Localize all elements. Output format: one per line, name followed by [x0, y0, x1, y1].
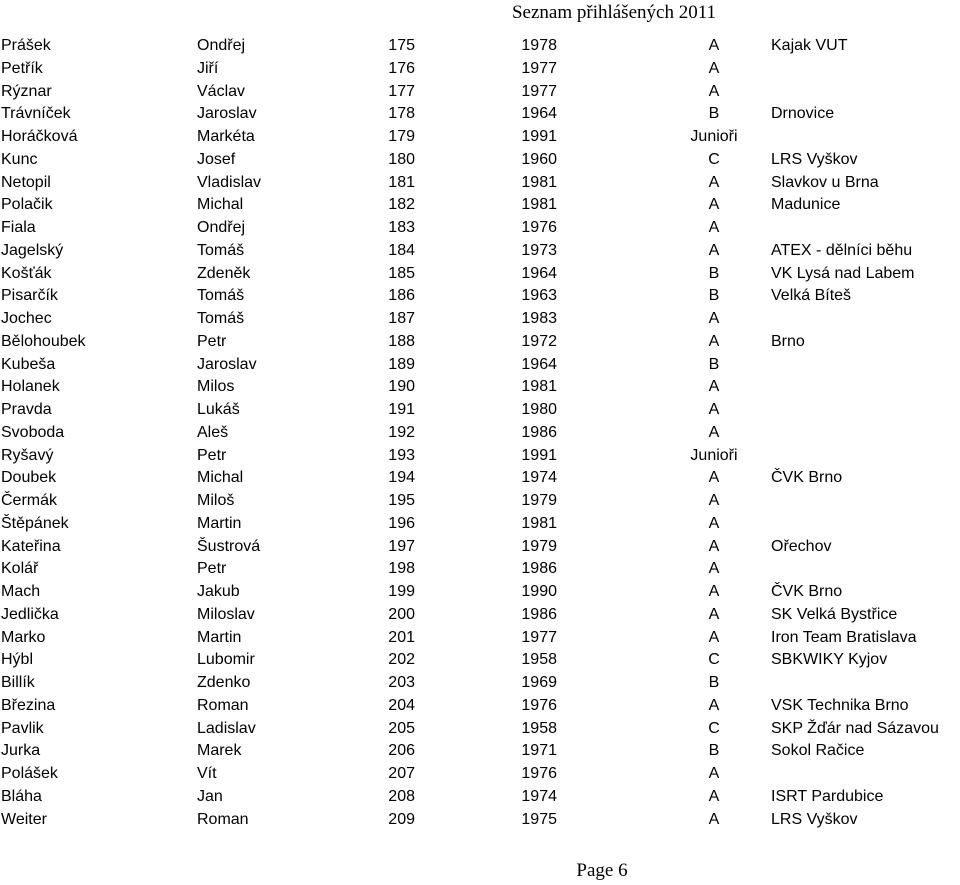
club-cell: ATEX - dělníci běhu: [771, 241, 913, 259]
first-name-cell: Michal: [197, 196, 244, 214]
category-cell: A: [708, 378, 720, 396]
start-number-cell: 184: [388, 241, 415, 259]
start-number-cell: 209: [388, 810, 415, 828]
last-name-cell: Kolář: [1, 560, 39, 578]
table-row: [0, 695, 960, 718]
last-name-cell: Marko: [1, 628, 46, 646]
category-cell: A: [708, 423, 720, 441]
table-row: [0, 604, 960, 627]
registrant-table: [0, 35, 960, 831]
last-name-cell: Rýznar: [1, 82, 52, 100]
last-name-cell: Kateřina: [1, 537, 61, 555]
start-number-cell: 188: [388, 332, 415, 350]
category-cell: A: [708, 787, 720, 805]
table-row: [0, 285, 960, 308]
registrant-table-container: [0, 35, 960, 831]
start-number-cell: 176: [388, 59, 415, 77]
last-name-cell: Horáčková: [1, 128, 78, 145]
first-name-cell: Ladislav: [197, 719, 256, 737]
category-cell: A: [708, 173, 720, 191]
last-name-cell: Jedlička: [1, 605, 59, 623]
category-cell: A: [708, 37, 720, 54]
first-name-cell: Tomáš: [197, 310, 245, 327]
start-number-cell: 177: [388, 82, 415, 100]
table-row: [0, 490, 960, 513]
last-name-cell: Čermák: [1, 492, 58, 509]
birth-year-cell: 1986: [521, 560, 557, 578]
category-cell: A: [708, 605, 720, 623]
table-row: [0, 263, 960, 286]
table-row: [0, 513, 960, 536]
table-row: [0, 126, 960, 149]
first-name-cell: Lukáš: [197, 401, 240, 418]
first-name-cell: Petr: [197, 560, 227, 578]
club-cell: [771, 490, 960, 513]
table-row: [0, 81, 960, 104]
first-name-cell: Miloš: [197, 492, 235, 509]
first-name-cell: Petr: [197, 446, 227, 464]
first-name-cell: Martin: [197, 514, 242, 532]
category-cell: A: [708, 492, 720, 509]
category-cell: B: [708, 264, 720, 282]
last-name-cell: Billík: [1, 674, 35, 691]
club-cell: Iron Team Bratislava: [771, 628, 917, 646]
last-name-cell: Mach: [1, 583, 41, 600]
category-cell: C: [708, 651, 720, 669]
first-name-cell: Miloslav: [197, 605, 255, 623]
category-cell: B: [708, 355, 720, 373]
start-number-cell: 183: [388, 219, 415, 236]
last-name-cell: Prášek: [1, 37, 51, 54]
last-name-cell: Kunc: [1, 150, 38, 168]
table-row: [0, 718, 960, 741]
start-number-cell: 197: [388, 537, 415, 555]
birth-year-cell: 1964: [521, 105, 557, 123]
last-name-cell: Jochec: [1, 310, 52, 327]
start-number-cell: 208: [388, 787, 415, 805]
start-number-cell: 195: [388, 492, 415, 509]
club-cell: [771, 513, 960, 536]
first-name-cell: Aleš: [197, 423, 229, 441]
birth-year-cell: 1958: [521, 719, 557, 737]
birth-year-cell: 1991: [521, 128, 557, 145]
birth-year-cell: 1969: [521, 674, 557, 691]
club-cell: [771, 58, 960, 81]
category-cell: A: [708, 219, 720, 236]
category-cell: C: [708, 719, 720, 737]
first-name-cell: Jiří: [197, 59, 219, 77]
category-cell: A: [708, 401, 720, 418]
last-name-cell: Pisarčík: [1, 287, 58, 305]
start-number-cell: 205: [388, 719, 415, 737]
first-name-cell: Zdeněk: [197, 264, 251, 282]
birth-year-cell: 1974: [521, 469, 557, 487]
start-number-cell: 187: [388, 310, 415, 327]
page-number: Page 6: [576, 860, 628, 881]
start-number-cell: 192: [388, 423, 415, 441]
start-number-cell: 179: [388, 128, 415, 145]
club-cell: SK Velká Bystřice: [771, 605, 898, 623]
last-name-cell: Štěpánek: [1, 514, 69, 532]
table-row: [0, 558, 960, 581]
club-cell: [771, 354, 960, 377]
first-name-cell: Ondřej: [197, 219, 246, 236]
club-cell: [771, 81, 960, 104]
first-name-cell: Petr: [197, 332, 227, 350]
first-name-cell: Josef: [197, 150, 236, 168]
category-cell: B: [708, 105, 720, 123]
table-row: [0, 422, 960, 445]
first-name-cell: Roman: [197, 696, 249, 714]
birth-year-cell: 1981: [521, 173, 557, 191]
first-name-cell: Zdenko: [197, 674, 251, 691]
birth-year-cell: 1977: [521, 82, 557, 100]
club-cell: [771, 376, 960, 399]
birth-year-cell: 1978: [521, 37, 557, 54]
birth-year-cell: 1990: [521, 583, 557, 600]
start-number-cell: 185: [388, 264, 415, 282]
club-cell: Brno: [771, 332, 805, 350]
first-name-cell: Jaroslav: [197, 105, 257, 123]
page-title: Seznam přihlášených 2011: [511, 2, 716, 23]
club-cell: [771, 399, 960, 422]
birth-year-cell: 1975: [521, 810, 557, 828]
club-cell: Ořechov: [771, 537, 832, 555]
club-cell: SBKWIKY Kyjov: [771, 651, 888, 669]
category-cell: A: [708, 696, 720, 714]
club-cell: LRS Vyškov: [771, 810, 858, 828]
table-row: [0, 399, 960, 422]
birth-year-cell: 1979: [521, 492, 557, 509]
first-name-cell: Markéta: [197, 128, 255, 145]
club-cell: Kajak VUT: [771, 37, 848, 54]
last-name-cell: Weiter: [1, 810, 47, 828]
table-row: [0, 649, 960, 672]
club-cell: Sokol Račice: [771, 742, 865, 760]
start-number-cell: 191: [388, 401, 415, 418]
category-cell: A: [708, 628, 720, 646]
club-cell: SKP Žďár nad Sázavou: [771, 719, 939, 737]
start-number-cell: 202: [388, 651, 415, 669]
table-row: [0, 763, 960, 786]
table-row: [0, 58, 960, 81]
first-name-cell: Roman: [197, 810, 249, 828]
first-name-cell: Václav: [197, 82, 246, 100]
first-name-cell: Marek: [197, 742, 242, 760]
table-row: [0, 149, 960, 172]
first-name-cell: Lubomir: [197, 651, 255, 669]
category-cell: A: [708, 310, 720, 327]
table-row: [0, 308, 960, 331]
last-name-cell: Netopil: [1, 173, 51, 191]
category-cell: Junioři: [690, 128, 738, 145]
last-name-cell: Doubek: [1, 469, 57, 487]
category-cell: A: [708, 560, 720, 578]
category-cell: A: [708, 59, 720, 77]
table-row: [0, 581, 960, 604]
birth-year-cell: 1976: [521, 219, 557, 236]
first-name-cell: Vladislav: [197, 173, 262, 191]
last-name-cell: Trávníček: [1, 105, 71, 123]
first-name-cell: Jan: [197, 787, 223, 805]
category-cell: B: [708, 742, 720, 760]
category-cell: A: [708, 196, 720, 214]
start-number-cell: 207: [388, 765, 415, 782]
birth-year-cell: 1973: [521, 241, 557, 259]
first-name-cell: Vít: [197, 765, 217, 782]
last-name-cell: Jurka: [1, 742, 41, 760]
table-row: [0, 240, 960, 263]
last-name-cell: Březina: [1, 696, 56, 714]
last-name-cell: Bělohoubek: [1, 332, 86, 350]
start-number-cell: 206: [388, 742, 415, 760]
club-cell: VSK Technika Brno: [771, 696, 909, 714]
start-number-cell: 193: [388, 446, 415, 464]
birth-year-cell: 1976: [521, 765, 557, 782]
start-number-cell: 204: [388, 696, 415, 714]
category-cell: B: [708, 287, 720, 305]
birth-year-cell: 1974: [521, 787, 557, 805]
table-row: [0, 376, 960, 399]
category-cell: Junioři: [690, 446, 738, 464]
birth-year-cell: 1977: [521, 628, 557, 646]
club-cell: Slavkov u Brna: [771, 173, 879, 191]
table-row: [0, 35, 960, 58]
last-name-cell: Polačik: [1, 196, 53, 214]
start-number-cell: 189: [388, 355, 415, 373]
club-cell: Velká Bíteš: [771, 287, 852, 305]
club-cell: LRS Vyškov: [771, 150, 858, 168]
first-name-cell: Tomáš: [197, 241, 245, 259]
birth-year-cell: 1981: [521, 514, 557, 532]
start-number-cell: 190: [388, 378, 415, 396]
birth-year-cell: 1986: [521, 423, 557, 441]
club-cell: [771, 422, 960, 445]
club-cell: [771, 217, 960, 240]
club-cell: ČVK Brno: [771, 583, 843, 600]
table-row: [0, 672, 960, 695]
first-name-cell: Tomáš: [197, 287, 245, 305]
birth-year-cell: 1981: [521, 378, 557, 396]
category-cell: B: [708, 674, 720, 691]
birth-year-cell: 1977: [521, 59, 557, 77]
first-name-cell: Šustrová: [197, 537, 261, 555]
category-cell: A: [708, 469, 720, 487]
start-number-cell: 178: [388, 105, 415, 123]
table-row: [0, 467, 960, 490]
start-number-cell: 203: [388, 674, 415, 691]
category-cell: A: [708, 514, 720, 532]
category-cell: A: [708, 82, 720, 100]
club-cell: [771, 308, 960, 331]
category-cell: A: [708, 810, 720, 828]
last-name-cell: Holanek: [1, 378, 60, 396]
table-row: [0, 809, 960, 832]
club-cell: ISRT Pardubice: [771, 787, 884, 805]
last-name-cell: Hýbl: [1, 651, 34, 669]
birth-year-cell: 1972: [521, 332, 557, 350]
birth-year-cell: 1983: [521, 310, 557, 327]
birth-year-cell: 1964: [521, 355, 557, 373]
start-number-cell: 199: [388, 583, 415, 600]
last-name-cell: Petřík: [1, 59, 43, 77]
table-row: [0, 536, 960, 559]
table-row: [0, 331, 960, 354]
first-name-cell: Jakub: [197, 583, 240, 600]
first-name-cell: Milos: [197, 378, 235, 396]
first-name-cell: Michal: [197, 469, 244, 487]
table-row: [0, 194, 960, 217]
birth-year-cell: 1980: [521, 401, 557, 418]
category-cell: A: [708, 583, 720, 600]
table-row: [0, 217, 960, 240]
start-number-cell: 175: [388, 37, 415, 54]
birth-year-cell: 1986: [521, 605, 557, 623]
last-name-cell: Svoboda: [1, 423, 65, 441]
club-cell: Drnovice: [771, 105, 835, 123]
start-number-cell: 181: [388, 173, 415, 191]
category-cell: A: [708, 332, 720, 350]
first-name-cell: Martin: [197, 628, 242, 646]
birth-year-cell: 1958: [521, 651, 557, 669]
birth-year-cell: 1960: [521, 150, 557, 168]
start-number-cell: 180: [388, 150, 415, 168]
last-name-cell: Pravda: [1, 401, 52, 418]
last-name-cell: Fiala: [1, 219, 36, 236]
table-row: [0, 786, 960, 809]
club-cell: [771, 445, 960, 468]
table-row: [0, 627, 960, 650]
club-cell: [771, 672, 960, 695]
club-cell: [771, 558, 960, 581]
birth-year-cell: 1971: [521, 742, 557, 760]
club-cell: ČVK Brno: [771, 469, 843, 487]
category-cell: A: [708, 765, 720, 782]
club-cell: [771, 126, 960, 149]
table-row: [0, 354, 960, 377]
last-name-cell: Ryšavý: [1, 446, 54, 464]
birth-year-cell: 1979: [521, 537, 557, 555]
last-name-cell: Košťák: [1, 264, 52, 282]
last-name-cell: Pavlik: [1, 719, 44, 737]
registrant-table-body: [0, 35, 960, 831]
start-number-cell: 182: [388, 196, 415, 214]
start-number-cell: 201: [388, 628, 415, 646]
category-cell: A: [708, 241, 720, 259]
club-cell: [771, 763, 960, 786]
start-number-cell: 198: [388, 560, 415, 578]
last-name-cell: Kubeša: [1, 355, 56, 373]
birth-year-cell: 1991: [521, 446, 557, 464]
birth-year-cell: 1964: [521, 264, 557, 282]
club-cell: VK Lysá nad Labem: [771, 264, 915, 282]
last-name-cell: Jagelský: [1, 241, 64, 259]
table-row: [0, 445, 960, 468]
last-name-cell: Polášek: [1, 765, 58, 782]
table-row: [0, 172, 960, 195]
first-name-cell: Jaroslav: [197, 355, 257, 373]
birth-year-cell: 1981: [521, 196, 557, 214]
birth-year-cell: 1963: [521, 287, 557, 305]
category-cell: A: [708, 537, 720, 555]
category-cell: C: [708, 150, 720, 168]
table-row: [0, 103, 960, 126]
table-row: [0, 740, 960, 763]
birth-year-cell: 1976: [521, 696, 557, 714]
club-cell: Madunice: [771, 196, 841, 214]
start-number-cell: 186: [388, 287, 415, 305]
last-name-cell: Bláha: [1, 787, 42, 805]
start-number-cell: 200: [388, 605, 415, 623]
start-number-cell: 194: [388, 469, 415, 487]
first-name-cell: Ondřej: [197, 37, 246, 54]
start-number-cell: 196: [388, 514, 415, 532]
